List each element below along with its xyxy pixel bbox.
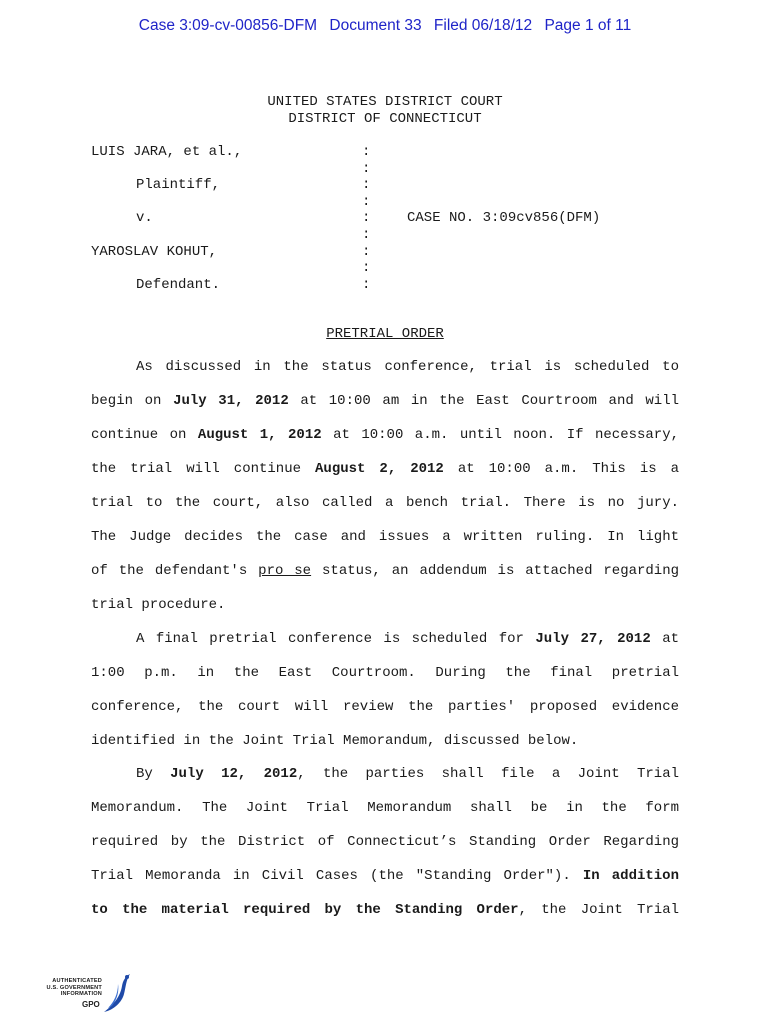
- text-line: A final pretrial conference is scheduled for July 27, 2012 at: [136, 631, 679, 647]
- text-line: As discussed in the status conference, trial is scheduled to: [136, 359, 679, 375]
- paragraph-1: [91, 350, 679, 622]
- caption-colon: :: [362, 144, 371, 160]
- caption-colon: :: [362, 194, 371, 210]
- court-name: UNITED STATES DISTRICT COURT: [267, 94, 503, 110]
- pro-se: pro se: [258, 563, 312, 579]
- seal-gpo: GPO: [82, 1000, 100, 1009]
- caption-colon: :: [362, 227, 371, 243]
- text-line: of the defendant's pro se status, an addendum is attached regarding: [91, 563, 680, 579]
- document-number: Document 33: [329, 17, 422, 34]
- caption-colon: :: [362, 277, 371, 293]
- caption-colon: :: [362, 161, 371, 177]
- caption-colon: :: [362, 244, 371, 260]
- case-number-caption: CASE NO. 3:09cv856(DFM): [407, 210, 601, 226]
- memorandum-date: July 12, 2012: [170, 766, 298, 782]
- versus: v.: [136, 210, 153, 226]
- text-line: Memorandum. The Joint Trial Memorandum shall be in the form: [91, 800, 679, 816]
- text-line: begin on July 31, 2012 at 10:00 am in the East Courtroom and will: [91, 393, 679, 409]
- caption-colon: :: [362, 177, 371, 193]
- filed-date: Filed 06/18/12: [433, 17, 533, 34]
- case-number: Case 3:09-cv-00856-DFM: [138, 17, 318, 34]
- caption-colon: :: [362, 210, 371, 226]
- seal-text: AUTHENTICATED U.S. GOVERNMENT INFORMATION: [46, 978, 102, 997]
- paragraph-2: [91, 622, 679, 758]
- text-line: conference, the court will review the parties' proposed evidence: [91, 699, 679, 715]
- order-title: PRETRIAL ORDER: [326, 326, 444, 342]
- text-line: continue on August 1, 2012 at 10:00 a.m. until noon. If necessary,: [91, 427, 680, 443]
- text-line: 1:00 p.m. in the East Courtroom. During the final pretrial: [91, 665, 679, 681]
- page-number: Page 1 of 11: [544, 17, 632, 34]
- text-line: the trial will continue August 2, 2012 at 10:00 a.m. This is a: [91, 461, 680, 477]
- gpo-authentication-seal: [44, 972, 134, 1018]
- caption-colon: :: [362, 260, 371, 276]
- trial-date: August 1, 2012: [197, 427, 322, 443]
- defendant-role: Defendant.: [136, 277, 221, 293]
- plaintiff-role: Plaintiff,: [136, 177, 221, 193]
- text-line: identified in the Joint Trial Memorandum, discussed below.: [91, 733, 579, 749]
- trial-date: July 31, 2012: [173, 393, 289, 409]
- text-line: By July 12, 2012, the parties shall file a Joint Trial: [136, 766, 679, 782]
- text-line: required by the District of Connecticut’s Standing Order Regarding: [91, 834, 679, 850]
- conference-date: July 27, 2012: [535, 631, 651, 647]
- defendant-name: YAROSLAV KOHUT,: [91, 244, 218, 260]
- trial-date: August 2, 2012: [315, 461, 444, 477]
- paragraph-3: [91, 757, 679, 927]
- text-line: to the material required by the Standing Order, the Joint Trial: [91, 902, 679, 918]
- text-line: trial procedure.: [91, 597, 226, 613]
- text-line: The Judge decides the case and issues a written ruling. In light: [91, 529, 679, 545]
- text-line: trial to the court, also called a bench trial. There is no jury.: [91, 495, 679, 511]
- court-district: DISTRICT OF CONNECTICUT: [288, 111, 482, 127]
- plaintiff-name: LUIS JARA, et al.,: [91, 144, 243, 160]
- eagle-icon: [98, 972, 132, 1018]
- text-line: Trial Memoranda in Civil Cases (the "Standing Order"). In addition: [91, 868, 679, 884]
- filing-header: [0, 17, 770, 35]
